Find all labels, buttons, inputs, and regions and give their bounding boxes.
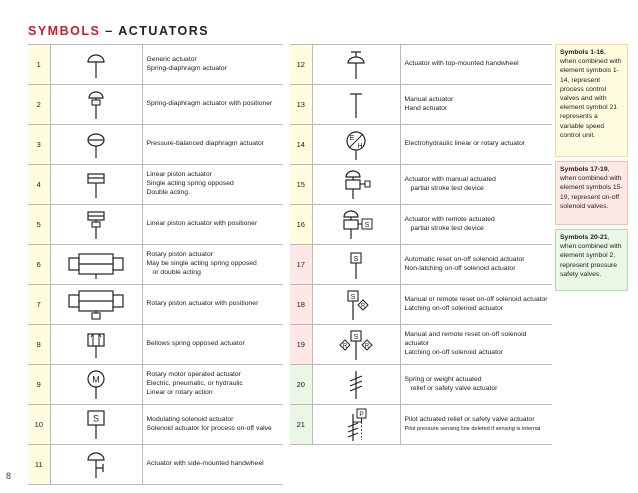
solenoid-letter: S <box>92 413 100 423</box>
remote-partial-stroke-icon <box>336 209 376 241</box>
desc-line: Modulating solenoid actuator <box>146 415 234 423</box>
symbol-number: 7 <box>28 285 50 325</box>
linear-piston-icon <box>81 170 111 200</box>
note-heading: Symbols 17-19 <box>560 166 608 173</box>
symbol-row-7 <box>28 285 283 325</box>
left-symbol-table <box>28 44 283 485</box>
diaphragm-actuator-icon <box>81 50 111 80</box>
spring-relief-icon <box>341 369 371 401</box>
rotary-piston-icon <box>66 250 126 280</box>
note-heading: Symbols 20-21 <box>560 234 608 241</box>
symbol-number: 18 <box>290 285 312 325</box>
symbol-number: 5 <box>28 205 50 245</box>
symbol-number: 20 <box>290 365 312 405</box>
symbol-row-12 <box>290 45 552 85</box>
desc-line: Bellows spring opposed actuator <box>146 340 245 348</box>
desc-line: Actuator with side-mounted handwheel <box>146 460 264 468</box>
desc-line: Actuator with top-mounted handwheel <box>404 60 519 68</box>
symbol-number: 2 <box>28 85 50 125</box>
symbol-row-9 <box>28 365 283 405</box>
manual-remote-reset-solenoid-icon <box>338 289 374 321</box>
note-text: , when combined with element symbols 1-14, represent process control valves and with element symbol 21 represents a variable speed control unit. <box>560 49 622 139</box>
page-title-highlight: SYMBOLS <box>28 24 101 38</box>
symbol-number: 15 <box>290 165 312 205</box>
symbol-row-8 <box>28 325 283 365</box>
desc-line: Linear piston actuator with positioner <box>146 220 258 228</box>
desc-line: partial stroke test device <box>410 224 484 232</box>
symbol-number: 11 <box>28 445 50 485</box>
desc-line: Hand actuator <box>404 104 448 112</box>
desc-line: May be single acting spring opposed <box>146 260 257 268</box>
symbol-number: 17 <box>290 245 312 285</box>
symbol-row-16 <box>290 205 552 245</box>
desc-line: Electric, pneumatic, or hydraulic <box>146 380 243 388</box>
desc-line: Manual actuator <box>404 95 454 103</box>
desc-line: Linear piston actuator <box>146 171 212 179</box>
right-symbol-table <box>290 44 552 445</box>
top-handwheel-icon <box>341 49 371 81</box>
rotary-piston-positioner-icon <box>66 289 126 321</box>
reset-letter: R <box>342 343 348 349</box>
solenoid-letter: S <box>350 293 356 301</box>
symbol-row-13 <box>290 85 552 125</box>
symbol-row-19 <box>290 325 552 365</box>
symbol-row-2 <box>28 85 283 125</box>
note-symbols-1-16 <box>555 44 628 157</box>
solenoid-letter: S <box>353 255 359 263</box>
manual-and-remote-reset-solenoid-icon <box>334 329 378 361</box>
desc-line: Manual or remote reset on-off solenoid actuator <box>404 295 548 303</box>
symbol-number: 4 <box>28 165 50 205</box>
desc-line: Latching on-off solenoid actuator <box>404 348 503 356</box>
modulating-solenoid-icon <box>81 409 111 441</box>
desc-line: Generic actuator <box>146 55 197 63</box>
note-heading: Symbols 1-16 <box>560 49 604 56</box>
symbol-number: 19 <box>290 325 312 365</box>
desc-line: Latching on-off solenoid actuator <box>404 304 503 312</box>
symbol-number: 21 <box>290 405 312 445</box>
desc-line: Non-latching on-off solenoid actuator <box>404 264 516 272</box>
desc-line: Spring-diaphragm actuator with positioner <box>146 100 273 108</box>
note-symbols-20-21 <box>555 229 628 291</box>
symbol-row-6 <box>28 245 283 285</box>
symbol-row-4 <box>28 165 283 205</box>
motor-letter: M <box>92 374 100 384</box>
reset-letter: R <box>360 303 366 309</box>
note-text: , when combined with element symbol 2, represent pressure safety valves. <box>560 234 622 278</box>
solenoid-letter: S <box>364 221 370 229</box>
desc-line: Single acting spring opposed <box>146 180 234 188</box>
symbol-row-17 <box>290 245 552 285</box>
desc-line: Solenoid actuator for process on-off valve <box>146 424 272 432</box>
desc-line: Spring-diaphragm actuator <box>146 64 227 72</box>
desc-line: Rotary piston actuator with positioner <box>146 300 259 308</box>
symbol-row-14 <box>290 125 552 165</box>
symbol-row-10 <box>28 405 283 445</box>
hydraulic-letter: H <box>357 142 363 150</box>
symbol-number: 8 <box>28 325 50 365</box>
symbol-number: 1 <box>28 45 50 85</box>
desc-line: partial stroke test device <box>410 184 484 192</box>
page-number: 8 <box>6 471 12 481</box>
symbol-number: 9 <box>28 365 50 405</box>
manual-partial-stroke-icon <box>338 169 374 201</box>
symbol-row-18 <box>290 285 552 325</box>
symbol-number: 12 <box>290 45 312 85</box>
symbol-number: 3 <box>28 125 50 165</box>
desc-line: relief or safety valve actuator <box>410 384 498 392</box>
symbol-number: 16 <box>290 205 312 245</box>
electro-letter: E <box>349 134 355 142</box>
symbol-row-1 <box>28 45 283 85</box>
symbol-row-20 <box>290 365 552 405</box>
desc-line: Pilot pressure sensing line deleted if sensing is internal <box>404 425 541 432</box>
desc-line: Electrohydraulic linear or rotary actuator <box>404 140 526 148</box>
symbol-number: 10 <box>28 405 50 445</box>
pilot-relief-icon <box>340 408 372 442</box>
diaphragm-positioner-icon <box>81 89 111 121</box>
desc-line: Pilot actuated relief or safety valve actuator <box>404 415 535 423</box>
electrohydraulic-icon <box>341 129 371 161</box>
desc-line: Double acting. <box>146 188 190 196</box>
desc-line: or double acting <box>152 268 201 276</box>
solenoid-letter: S <box>353 333 359 341</box>
symbol-number: 6 <box>28 245 50 285</box>
desc-line: Manual and remote reset on-off solenoid actuator <box>404 331 527 348</box>
bellows-actuator-icon <box>81 330 111 360</box>
note-symbols-17-19 <box>555 161 628 225</box>
symbol-row-5 <box>28 205 283 245</box>
symbol-row-3 <box>28 125 283 165</box>
desc-line: Linear or rotary action <box>146 388 213 396</box>
manual-actuator-icon <box>341 90 371 120</box>
symbol-row-21 <box>290 405 552 445</box>
desc-line: Actuator with remote actuated <box>404 215 495 223</box>
auto-reset-solenoid-icon <box>341 249 371 281</box>
desc-line: Rotary motor operated actuator <box>146 371 241 379</box>
symbol-row-15 <box>290 165 552 205</box>
desc-line: Rotary piston actuator <box>146 251 213 259</box>
symbol-number: 14 <box>290 125 312 165</box>
page-title-rest: – ACTUATORS <box>100 24 210 38</box>
desc-line: Pressure-balanced diaphragm actuator <box>146 140 265 148</box>
desc-line: Spring or weight actuated <box>404 375 482 383</box>
reset-letter: R <box>364 343 370 349</box>
desc-line: Automatic reset on-off solenoid actuator <box>404 255 525 263</box>
symbol-number: 13 <box>290 85 312 125</box>
pressure-balanced-diaphragm-icon <box>81 130 111 160</box>
page-title <box>28 24 209 38</box>
desc-line: Actuator with manual actuated <box>404 175 496 183</box>
note-text: , when combined with element symbols 15-19, represent on-off solenoid valves. <box>560 166 623 210</box>
symbol-row-11 <box>28 445 283 485</box>
linear-piston-positioner-icon <box>81 209 111 241</box>
rotary-motor-icon <box>81 369 111 401</box>
pilot-letter: P <box>359 410 364 418</box>
side-handwheel-icon <box>81 450 111 480</box>
